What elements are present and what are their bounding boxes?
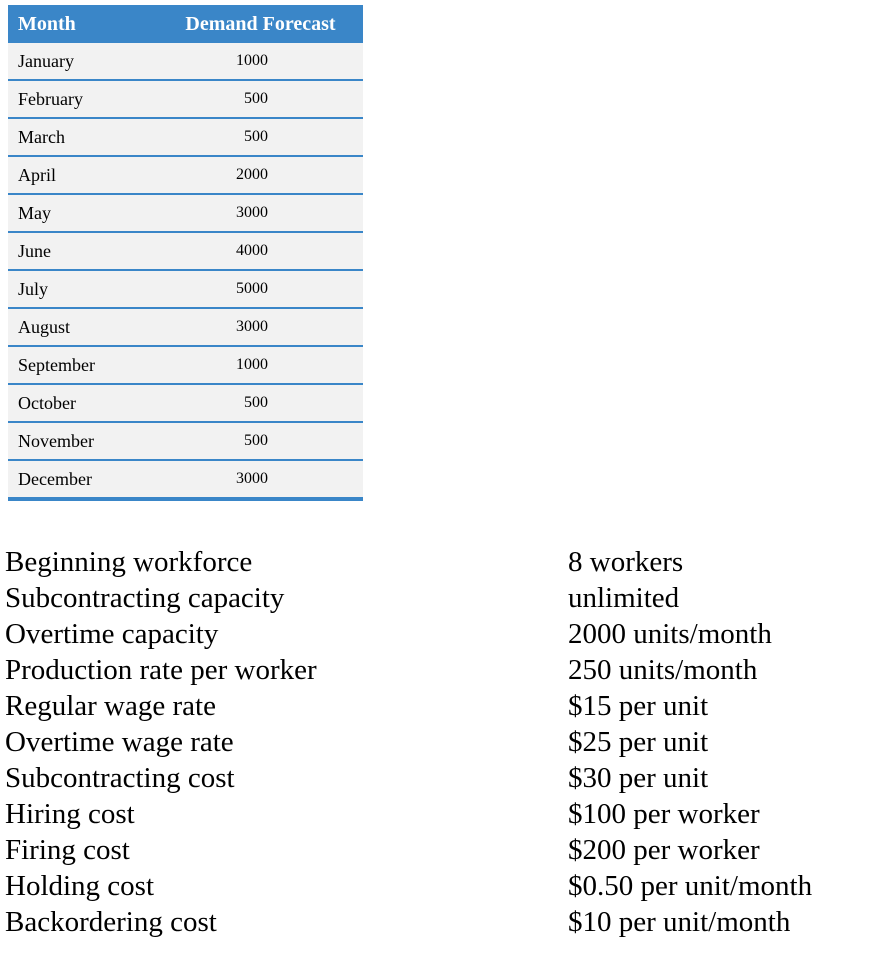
parameter-label: Overtime wage rate	[5, 726, 234, 758]
parameter-label: Firing cost	[5, 834, 130, 866]
demand-forecast-column-header: Demand Forecast	[158, 5, 363, 43]
parameter-label: Holding cost	[5, 870, 155, 902]
table-row	[8, 81, 363, 119]
parameter-row	[5, 616, 865, 652]
demand-cell: 2000	[158, 157, 363, 195]
table-row	[8, 461, 363, 501]
table-row	[8, 233, 363, 271]
parameter-value: $15 per unit	[568, 690, 709, 722]
month-cell: April	[8, 157, 158, 195]
parameter-value: $200 per worker	[568, 834, 760, 866]
month-cell: December	[8, 461, 158, 501]
parameter-row	[5, 724, 865, 760]
demand-cell: 3000	[158, 461, 363, 501]
parameter-label: Subcontracting capacity	[5, 582, 285, 614]
table-row	[8, 195, 363, 233]
month-cell: January	[8, 43, 158, 81]
demand-cell: 1000	[158, 347, 363, 385]
demand-cell: 3000	[158, 195, 363, 233]
parameter-value: $100 per worker	[568, 798, 760, 830]
table-row	[8, 309, 363, 347]
parameter-value: 8 workers	[568, 546, 684, 578]
month-cell: June	[8, 233, 158, 271]
demand-cell: 4000	[158, 233, 363, 271]
demand-cell: 3000	[158, 309, 363, 347]
parameter-row	[5, 652, 865, 688]
table-row	[8, 347, 363, 385]
month-cell: March	[8, 119, 158, 157]
table-row	[8, 271, 363, 309]
demand-cell: 500	[158, 423, 363, 461]
parameter-value: 2000 units/month	[568, 618, 772, 650]
parameter-label: Backordering cost	[5, 906, 217, 938]
demand-cell: 500	[158, 385, 363, 423]
parameter-value: $10 per unit/month	[568, 906, 791, 938]
parameter-value: 250 units/month	[568, 654, 758, 686]
cost-parameters-list	[5, 544, 865, 940]
parameter-row	[5, 760, 865, 796]
table-row	[8, 385, 363, 423]
parameter-row	[5, 544, 865, 580]
parameter-label: Beginning workforce	[5, 546, 253, 578]
parameter-row	[5, 796, 865, 832]
parameter-value: unlimited	[568, 582, 680, 614]
parameter-value: $0.50 per unit/month	[568, 870, 813, 902]
demand-cell: 500	[158, 119, 363, 157]
demand-cell: 5000	[158, 271, 363, 309]
parameter-row	[5, 688, 865, 724]
parameter-value: $25 per unit	[568, 726, 709, 758]
table-row	[8, 119, 363, 157]
parameter-row	[5, 580, 865, 616]
parameter-label: Hiring cost	[5, 798, 135, 830]
table-row	[8, 423, 363, 461]
parameter-value: $30 per unit	[568, 762, 709, 794]
month-cell: February	[8, 81, 158, 119]
table-row	[8, 157, 363, 195]
parameter-label: Production rate per worker	[5, 654, 317, 686]
parameter-row	[5, 904, 865, 940]
demand-forecast-table	[8, 5, 363, 501]
demand-cell: 500	[158, 81, 363, 119]
table-header-row	[8, 5, 363, 43]
month-cell: September	[8, 347, 158, 385]
month-cell: May	[8, 195, 158, 233]
month-cell: October	[8, 385, 158, 423]
parameter-row	[5, 868, 865, 904]
month-cell: July	[8, 271, 158, 309]
parameter-label: Subcontracting cost	[5, 762, 235, 794]
parameter-row	[5, 832, 865, 868]
demand-cell: 1000	[158, 43, 363, 81]
month-column-header: Month	[8, 5, 158, 43]
month-cell: August	[8, 309, 158, 347]
parameter-label: Overtime capacity	[5, 618, 219, 650]
parameter-label: Regular wage rate	[5, 690, 216, 722]
month-cell: November	[8, 423, 158, 461]
table-row	[8, 43, 363, 81]
